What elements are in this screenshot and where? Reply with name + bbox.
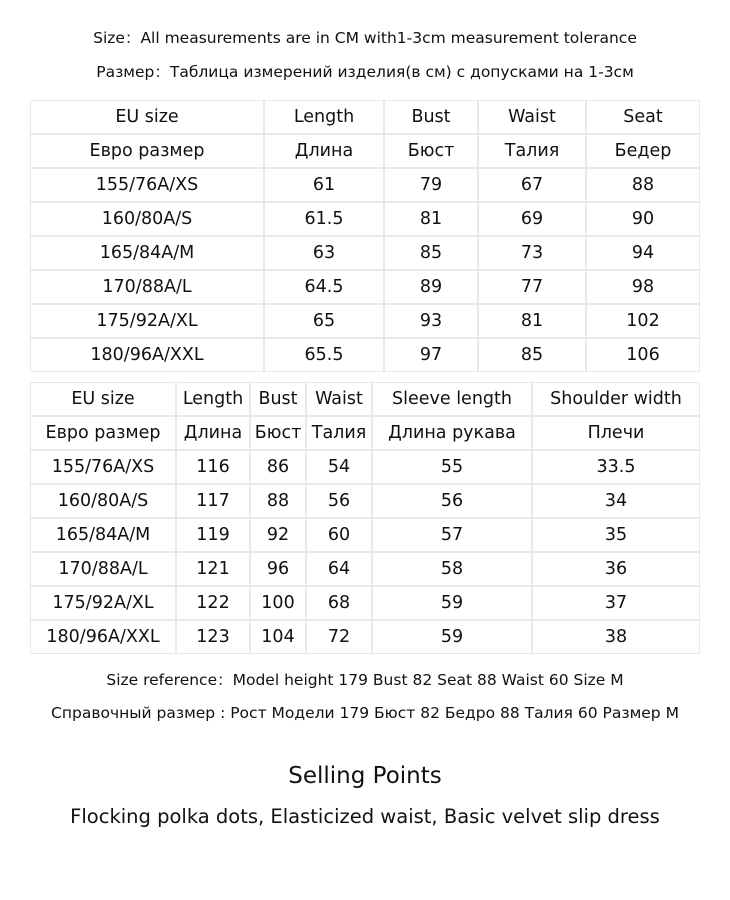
- table-header-cell: Shoulder width: [532, 382, 700, 416]
- table-cell: 59: [372, 620, 532, 654]
- table-cell: 73: [478, 236, 586, 270]
- table-cell: 98: [586, 270, 700, 304]
- table-cell: 88: [250, 484, 306, 518]
- table-cell: 61: [264, 168, 384, 202]
- table-cell: 37: [532, 586, 700, 620]
- table-cell: 89: [384, 270, 478, 304]
- table-cell: 170/88A/L: [30, 552, 176, 586]
- table-header-cell: Length: [264, 100, 384, 134]
- table-cell: 81: [384, 202, 478, 236]
- table-header-cell: Seat: [586, 100, 700, 134]
- table-header-cell: Бедер: [586, 134, 700, 168]
- table-header-cell: Евро размер: [30, 134, 264, 168]
- table-cell: 63: [264, 236, 384, 270]
- table-cell: 170/88A/L: [30, 270, 264, 304]
- table-cell: 97: [384, 338, 478, 372]
- table-row: [30, 484, 700, 518]
- table-cell: 72: [306, 620, 372, 654]
- table-cell: 56: [306, 484, 372, 518]
- selling-points-title: Selling Points: [288, 763, 442, 789]
- table-cell: 94: [586, 236, 700, 270]
- table-cell: 121: [176, 552, 250, 586]
- table-row: [30, 552, 700, 586]
- size-table-2: [30, 382, 700, 654]
- table-header-cell: Bust: [250, 382, 306, 416]
- table-header-cell: Длина рукава: [372, 416, 532, 450]
- table-cell: 96: [250, 552, 306, 586]
- table-header-row: [30, 382, 700, 416]
- table-row: [30, 518, 700, 552]
- table-cell: 165/84A/M: [30, 236, 264, 270]
- table-cell: 68: [306, 586, 372, 620]
- table-header-cell: EU size: [30, 382, 176, 416]
- size-note-english: Size：All measurements are in CM with1-3cm measurement tolerance: [93, 29, 637, 47]
- table-cell: 65: [264, 304, 384, 338]
- table-header-cell: Bust: [384, 100, 478, 134]
- table-cell: 54: [306, 450, 372, 484]
- table-header-row: [30, 134, 700, 168]
- table-cell: 81: [478, 304, 586, 338]
- table-cell: 65.5: [264, 338, 384, 372]
- table-cell: 34: [532, 484, 700, 518]
- table-cell: 117: [176, 484, 250, 518]
- table-header-cell: Длина: [176, 416, 250, 450]
- table-cell: 93: [384, 304, 478, 338]
- table-cell: 35: [532, 518, 700, 552]
- table-cell: 77: [478, 270, 586, 304]
- table-row: [30, 236, 700, 270]
- table-cell: 155/76A/XS: [30, 450, 176, 484]
- selling-points-text: Flocking polka dots, Elasticized waist, Basic velvet slip dress: [70, 805, 660, 828]
- table-cell: 86: [250, 450, 306, 484]
- table-header-cell: EU size: [30, 100, 264, 134]
- table-row: [30, 586, 700, 620]
- table-cell: 85: [384, 236, 478, 270]
- table-cell: 57: [372, 518, 532, 552]
- table-row: [30, 270, 700, 304]
- table-cell: 175/92A/XL: [30, 586, 176, 620]
- table-cell: 55: [372, 450, 532, 484]
- table-header-cell: Длина: [264, 134, 384, 168]
- table-cell: 36: [532, 552, 700, 586]
- table-cell: 165/84A/M: [30, 518, 176, 552]
- table-header-cell: Евро размер: [30, 416, 176, 450]
- table-cell: 58: [372, 552, 532, 586]
- size-table-1: [30, 100, 700, 372]
- table-cell: 180/96A/XXL: [30, 338, 264, 372]
- table-row: [30, 202, 700, 236]
- table-cell: 160/80A/S: [30, 484, 176, 518]
- table-cell: 122: [176, 586, 250, 620]
- table-header-cell: Талия: [478, 134, 586, 168]
- table-cell: 61.5: [264, 202, 384, 236]
- table-header-cell: Sleeve length: [372, 382, 532, 416]
- table-row: [30, 620, 700, 654]
- table-cell: 123: [176, 620, 250, 654]
- table-cell: 160/80A/S: [30, 202, 264, 236]
- size-reference-english: Size reference：Model height 179 Bust 82 Seat 88 Waist 60 Size M: [106, 671, 624, 689]
- size-note-russian: Размер：Таблица измерений изделия(в см) с допусками на 1-3см: [96, 63, 634, 81]
- table-cell: 180/96A/XXL: [30, 620, 176, 654]
- table-row: [30, 168, 700, 202]
- table-cell: 175/92A/XL: [30, 304, 264, 338]
- table-header-cell: Бюст: [250, 416, 306, 450]
- table-cell: 88: [586, 168, 700, 202]
- table-cell: 90: [586, 202, 700, 236]
- table-header-cell: Талия: [306, 416, 372, 450]
- table-cell: 56: [372, 484, 532, 518]
- table-cell: 33.5: [532, 450, 700, 484]
- table-row: [30, 338, 700, 372]
- table-cell: 64.5: [264, 270, 384, 304]
- table-cell: 38: [532, 620, 700, 654]
- table-cell: 69: [478, 202, 586, 236]
- table-cell: 100: [250, 586, 306, 620]
- table-header-row: [30, 416, 700, 450]
- size-reference-russian: Справочный размер : Рост Модели 179 Бюст 82 Бедро 88 Талия 60 Размер M: [51, 704, 679, 722]
- table-cell: 102: [586, 304, 700, 338]
- table-header-cell: Плечи: [532, 416, 700, 450]
- table-cell: 106: [586, 338, 700, 372]
- table-cell: 92: [250, 518, 306, 552]
- table-cell: 67: [478, 168, 586, 202]
- table-cell: 116: [176, 450, 250, 484]
- table-header-row: [30, 100, 700, 134]
- table-cell: 60: [306, 518, 372, 552]
- table-header-cell: Waist: [306, 382, 372, 416]
- table-row: [30, 304, 700, 338]
- table-cell: 64: [306, 552, 372, 586]
- table-header-cell: Length: [176, 382, 250, 416]
- table-cell: 59: [372, 586, 532, 620]
- table-header-cell: Бюст: [384, 134, 478, 168]
- table-row: [30, 450, 700, 484]
- table-cell: 85: [478, 338, 586, 372]
- table-cell: 79: [384, 168, 478, 202]
- table-header-cell: Waist: [478, 100, 586, 134]
- table-cell: 119: [176, 518, 250, 552]
- table-cell: 104: [250, 620, 306, 654]
- table-cell: 155/76A/XS: [30, 168, 264, 202]
